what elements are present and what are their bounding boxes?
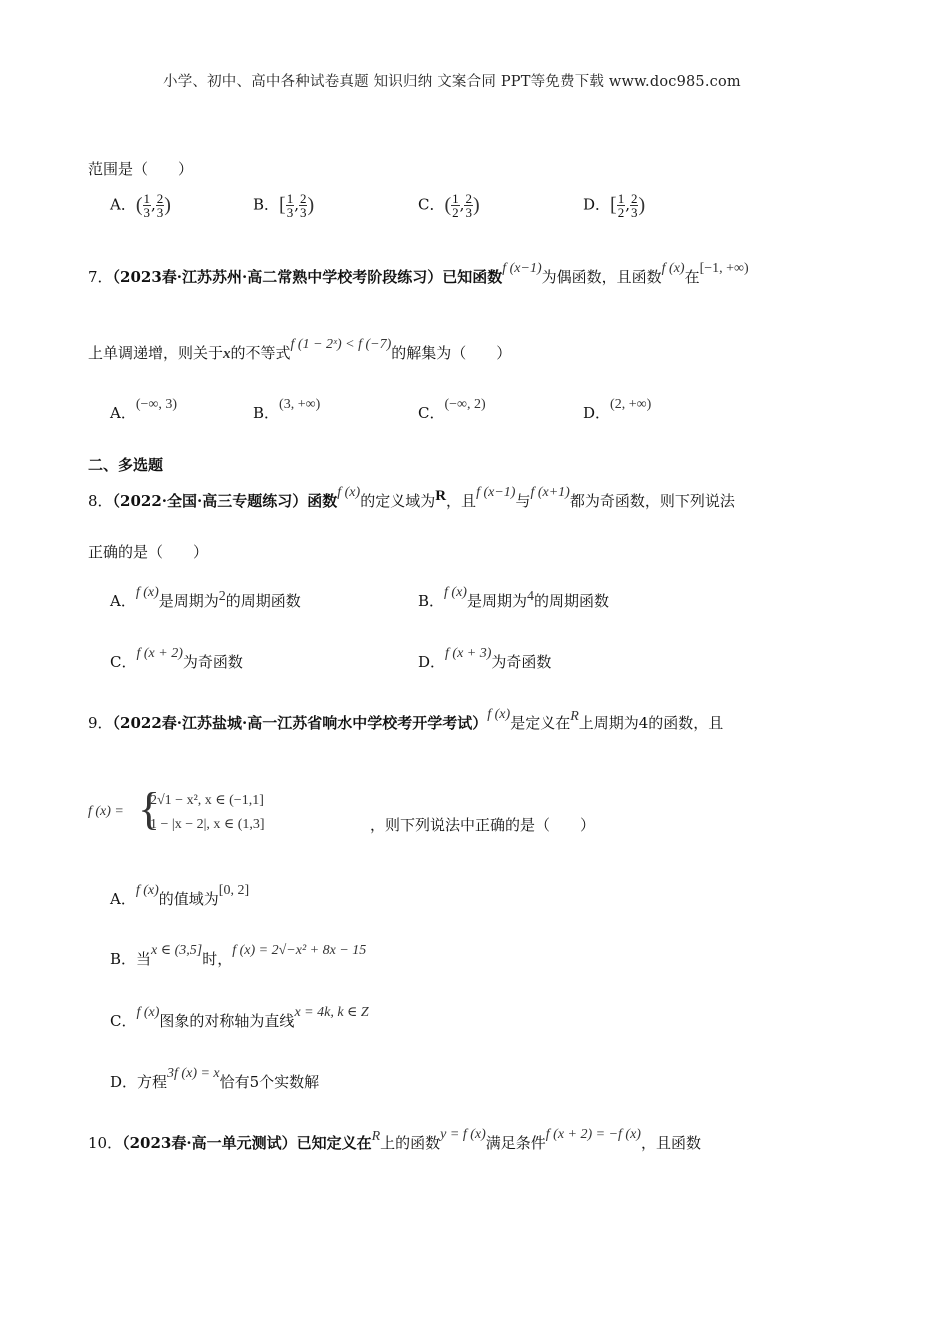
fraction: $\frac{1}{3}$ xyxy=(143,191,151,220)
section-title: 二、多选题 xyxy=(88,456,164,474)
option-label: B． xyxy=(253,195,280,214)
option-label: C． xyxy=(418,195,445,214)
q6-stem-tail: 范围是（ ） xyxy=(88,160,194,178)
q7-option-a[interactable]: A．(−∞, 3) xyxy=(110,397,178,422)
q6-option-c[interactable]: C．( $\frac{1}{2}$ , $\frac{2}{3}$ ) xyxy=(418,191,480,220)
q10-stem-line1: 10．（2023春·高一单元测试）已知定义在R上的函数y = f (x)满足条件f (x + 2) = −f (x)，且函数 xyxy=(88,1127,701,1152)
q9-option-c[interactable]: C．f (x)图象的对称轴为直线x = 4k, k ∈ Z xyxy=(110,1005,369,1030)
fraction: $\frac{2}{3}$ xyxy=(156,191,164,220)
question-number: 7． xyxy=(88,268,113,286)
q8-option-b[interactable]: B．f (x)是周期为4的周期函数 xyxy=(418,585,609,610)
q9-option-b[interactable]: B．当x ∈ (3,5]时，f (x) = 2√−x² + 8x − 15 xyxy=(110,943,367,968)
math: [−1, +∞) xyxy=(699,261,749,276)
math: f (1 − 2ˣ) < f (−7) xyxy=(290,337,392,352)
fraction: $\frac{2}{3}$ xyxy=(465,191,472,220)
q7-option-c[interactable]: C．(−∞, 2) xyxy=(418,397,486,422)
q7-stem-line1: 7．（2023春·江苏苏州·高二常熟中学校考阶段练习）已知函数f (x−1)为偶函数，且函数f (x)在[−1, +∞) xyxy=(88,261,749,286)
option-label: D． xyxy=(583,195,611,214)
q8-option-c[interactable]: C．f (x + 2)为奇函数 xyxy=(110,646,243,671)
q7-option-b[interactable]: B．(3, +∞) xyxy=(253,397,321,422)
math: f (x) xyxy=(661,261,685,276)
fraction: $\frac{1}{2}$ xyxy=(617,191,625,220)
q6-option-b[interactable]: B．[ $\frac{1}{3}$ , $\frac{2}{3}$ ) xyxy=(253,191,315,220)
question-source: （2022春·江苏盐城·高一江苏省响水中学校考开学考试） xyxy=(112,714,488,732)
fraction: $\frac{1}{2}$ xyxy=(452,191,459,220)
q6-option-a[interactable]: A．( $\frac{1}{3}$ , $\frac{2}{3}$ ) xyxy=(110,191,171,220)
option-label: A． xyxy=(110,195,136,214)
q8-stem-line1: 8．（2022·全国·高三专题练习）函数f (x)的定义域为R，且f (x−1)与f (x+1)都为奇函数，则下列说法 xyxy=(88,485,735,510)
q7-stem-line2: 上单调递增，则关于x的不等式f (1 − 2ˣ) < f (−7)的解集为（ ） xyxy=(88,337,512,362)
fraction: $\frac{2}{3}$ xyxy=(630,191,638,220)
fraction: $\frac{1}{3}$ xyxy=(286,191,294,220)
left-brace-icon: { xyxy=(138,783,161,834)
question-source: （2023春·高一单元测试）已知定义在 xyxy=(122,1134,372,1152)
q8-option-a[interactable]: A．f (x)是周期为2的周期函数 xyxy=(110,585,301,610)
q9-stem-line1: 9．（2022春·江苏盐城·高一江苏省响水中学校考开学考试）f (x)是定义在R上周期为4的函数，且 xyxy=(88,707,724,732)
q8-option-d[interactable]: D．f (x + 3)为奇函数 xyxy=(418,646,552,671)
q9-option-d[interactable]: D．方程3f (x) = x恰有5个实数解 xyxy=(110,1066,320,1091)
math: f (x−1) xyxy=(502,261,542,276)
fraction: $\frac{2}{3}$ xyxy=(299,191,307,220)
question-source: （2022·全国·高三专题练习）函数 xyxy=(112,492,338,510)
q9-option-a[interactable]: A．f (x)的值域为[0, 2] xyxy=(110,883,250,908)
q8-stem-line2: 正确的是（ ） xyxy=(88,543,209,561)
question-source: （2023春·江苏苏州·高二常熟中学校考阶段练习）已知函数 xyxy=(112,268,503,286)
q7-option-d[interactable]: D．(2, +∞) xyxy=(583,397,652,422)
page-header: 小学、初中、高中各种试卷真题 知识归纳 文案合同 PPT等免费下载 www.doc985.com xyxy=(163,74,741,90)
q6-option-d[interactable]: D．[ $\frac{1}{2}$ , $\frac{2}{3}$ ) xyxy=(583,191,646,220)
